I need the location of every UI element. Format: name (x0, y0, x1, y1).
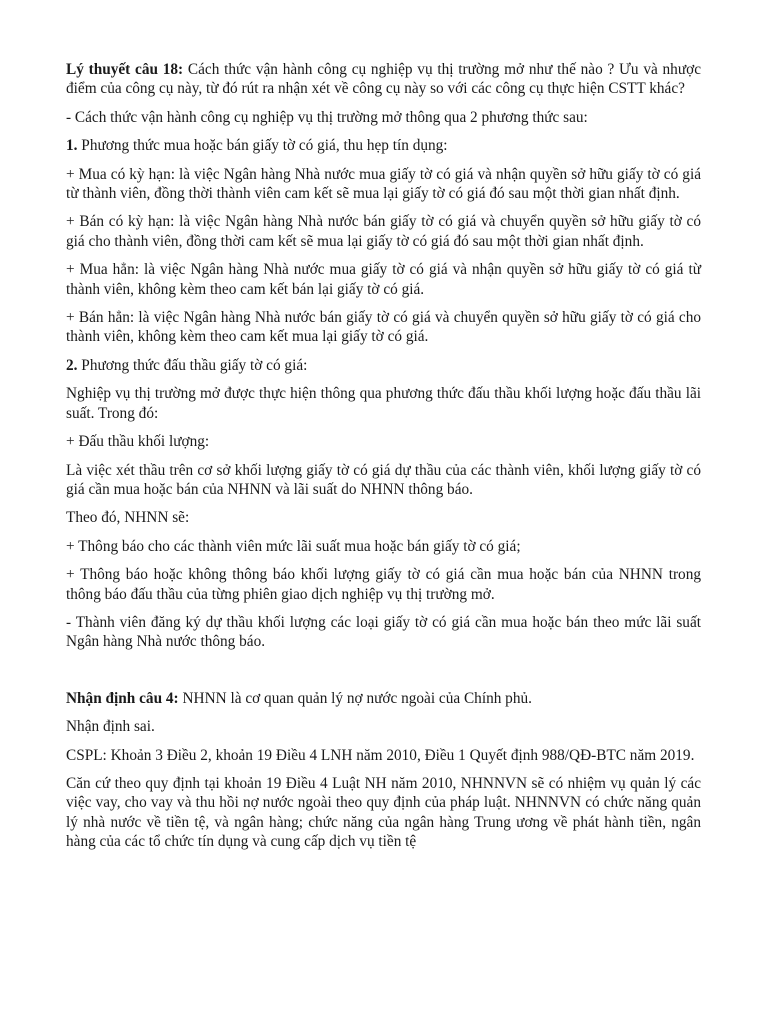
method-1-text: Phương thức mua hoặc bán giấy tờ có giá, thu hẹp tín dụng: (77, 137, 448, 155)
section-spacer (66, 661, 701, 689)
statement-4-label: Nhận định câu 4: (66, 689, 179, 707)
paragraph-intro: - Cách thức vận hành công cụ nghiệp vụ thị trường mở thông qua 2 phương thức sau: (66, 108, 588, 126)
method-2-number: 2. (66, 356, 78, 374)
paragraph-thong-bao-1: + Thông báo cho các thành viên mức lãi suất mua hoặc bán giấy tờ có giá; (66, 537, 521, 555)
paragraph-thong-bao-2: + Thông báo hoặc không thông báo khối lượng giấy tờ có giá cần mua hoặc bán của NHNN trong thông báo đấu thầu của từng phiên giao dịch nghiệp vụ thị trường mở. (66, 566, 701, 603)
paragraph-ban-co-ky-han: + Bán có kỳ hạn: là việc Ngân hàng Nhà nước bán giấy tờ có giá và chuyển quyền sở hữu giấy tờ có giá cho thành viên, đồng thời cam kết sẽ mua lại giấy tờ có giá đó sau một thời gian nhất định. (66, 213, 701, 250)
method-1-heading (66, 136, 701, 155)
paragraph-mua-co-ky-han: + Mua có kỳ hạn: là việc Ngân hàng Nhà nước mua giấy tờ có giá và nhận quyền sở hữu giấy tờ có giá từ thành viên, đồng thời thành viên cam kết sẽ mua lại giấy tờ có giá đó sau một thời gian nhất định. (66, 165, 701, 203)
paragraph-can-cu: Căn cứ theo quy định tại khoản 19 Điều 4 Luật NH năm 2010, NHNNVN sẽ có nhiệm vụ quản lý các việc vay, cho vay và thu hồi nợ nước ngoài theo quy định của pháp luật. NHNNVN có chức năng quản lý nhà nước về tiền tệ, và ngân hàng; chức năng của ngân hàng Trung ương về phát hành tiền, ngân hàng của các tổ chức tín dụng và cung cấp dịch vụ tiền tệ (66, 774, 701, 851)
paragraph-ban-han: + Bán hẳn: là việc Ngân hàng Nhà nước bán giấy tờ có giá và chuyển quyền sở hữu giấy tờ có giá cho thành viên, không kèm theo cam kết mua lại giấy tờ có giá. (66, 309, 701, 346)
paragraph-dau-thau-khoi-luong: + Đấu thầu khối lượng: (66, 433, 210, 451)
method-1-number: 1. (66, 137, 78, 155)
question-18-text: Cách thức vận hành công cụ nghiệp vụ thị trường mở như thế nào ? Ưu và nhược điểm của công cụ này, từ đó rút ra nhận xét về công cụ này so với các công cụ thực hiện CSTT khác? (66, 61, 701, 98)
paragraph-dau-thau: Nghiệp vụ thị trường mở được thực hiện thông qua phương thức đấu thầu khối lượng hoặc đấu thầu lãi suất. Trong đó: (66, 385, 701, 422)
paragraph-xet-thau: Là việc xét thầu trên cơ sở khối lượng giấy tờ có giá dự thầu của các thành viên, khối lượng giấy tờ có giá cần mua hoặc bán của NHNN và lãi suất do NHNN thông báo. (66, 461, 701, 498)
paragraph-thanh-vien: - Thành viên đăng ký dự thầu khối lượng các loại giấy tờ có giá cần mua hoặc bán theo mức lãi suất Ngân hàng Nhà nước thông báo. (66, 613, 701, 651)
method-2-text: Phương thức đấu thầu giấy tờ có giá: (77, 356, 308, 374)
paragraph-theo-do: Theo đó, NHNN sẽ: (66, 509, 190, 527)
paragraph-nhan-dinh-sai: Nhận định sai. (66, 718, 155, 736)
statement-4 (66, 689, 701, 708)
paragraph-cspl: CSPL: Khoản 3 Điều 2, khoản 19 Điều 4 LNH năm 2010, Điều 1 Quyết định 988/QĐ-BTC năm 2019. (66, 746, 695, 764)
question-18-label: Lý thuyết câu 18: (66, 61, 184, 78)
paragraph-mua-han: + Mua hẳn: là việc Ngân hàng Nhà nước mua giấy tờ có giá và nhận quyền sở hữu giấy tờ có giá từ thành viên, không kèm theo cam kết bán lại giấy tờ có giá. (66, 261, 701, 298)
method-2-heading (66, 356, 701, 375)
statement-4-text: NHNN là cơ quan quản lý nợ nước ngoài của Chính phủ. (178, 689, 532, 707)
question-18 (66, 60, 701, 99)
